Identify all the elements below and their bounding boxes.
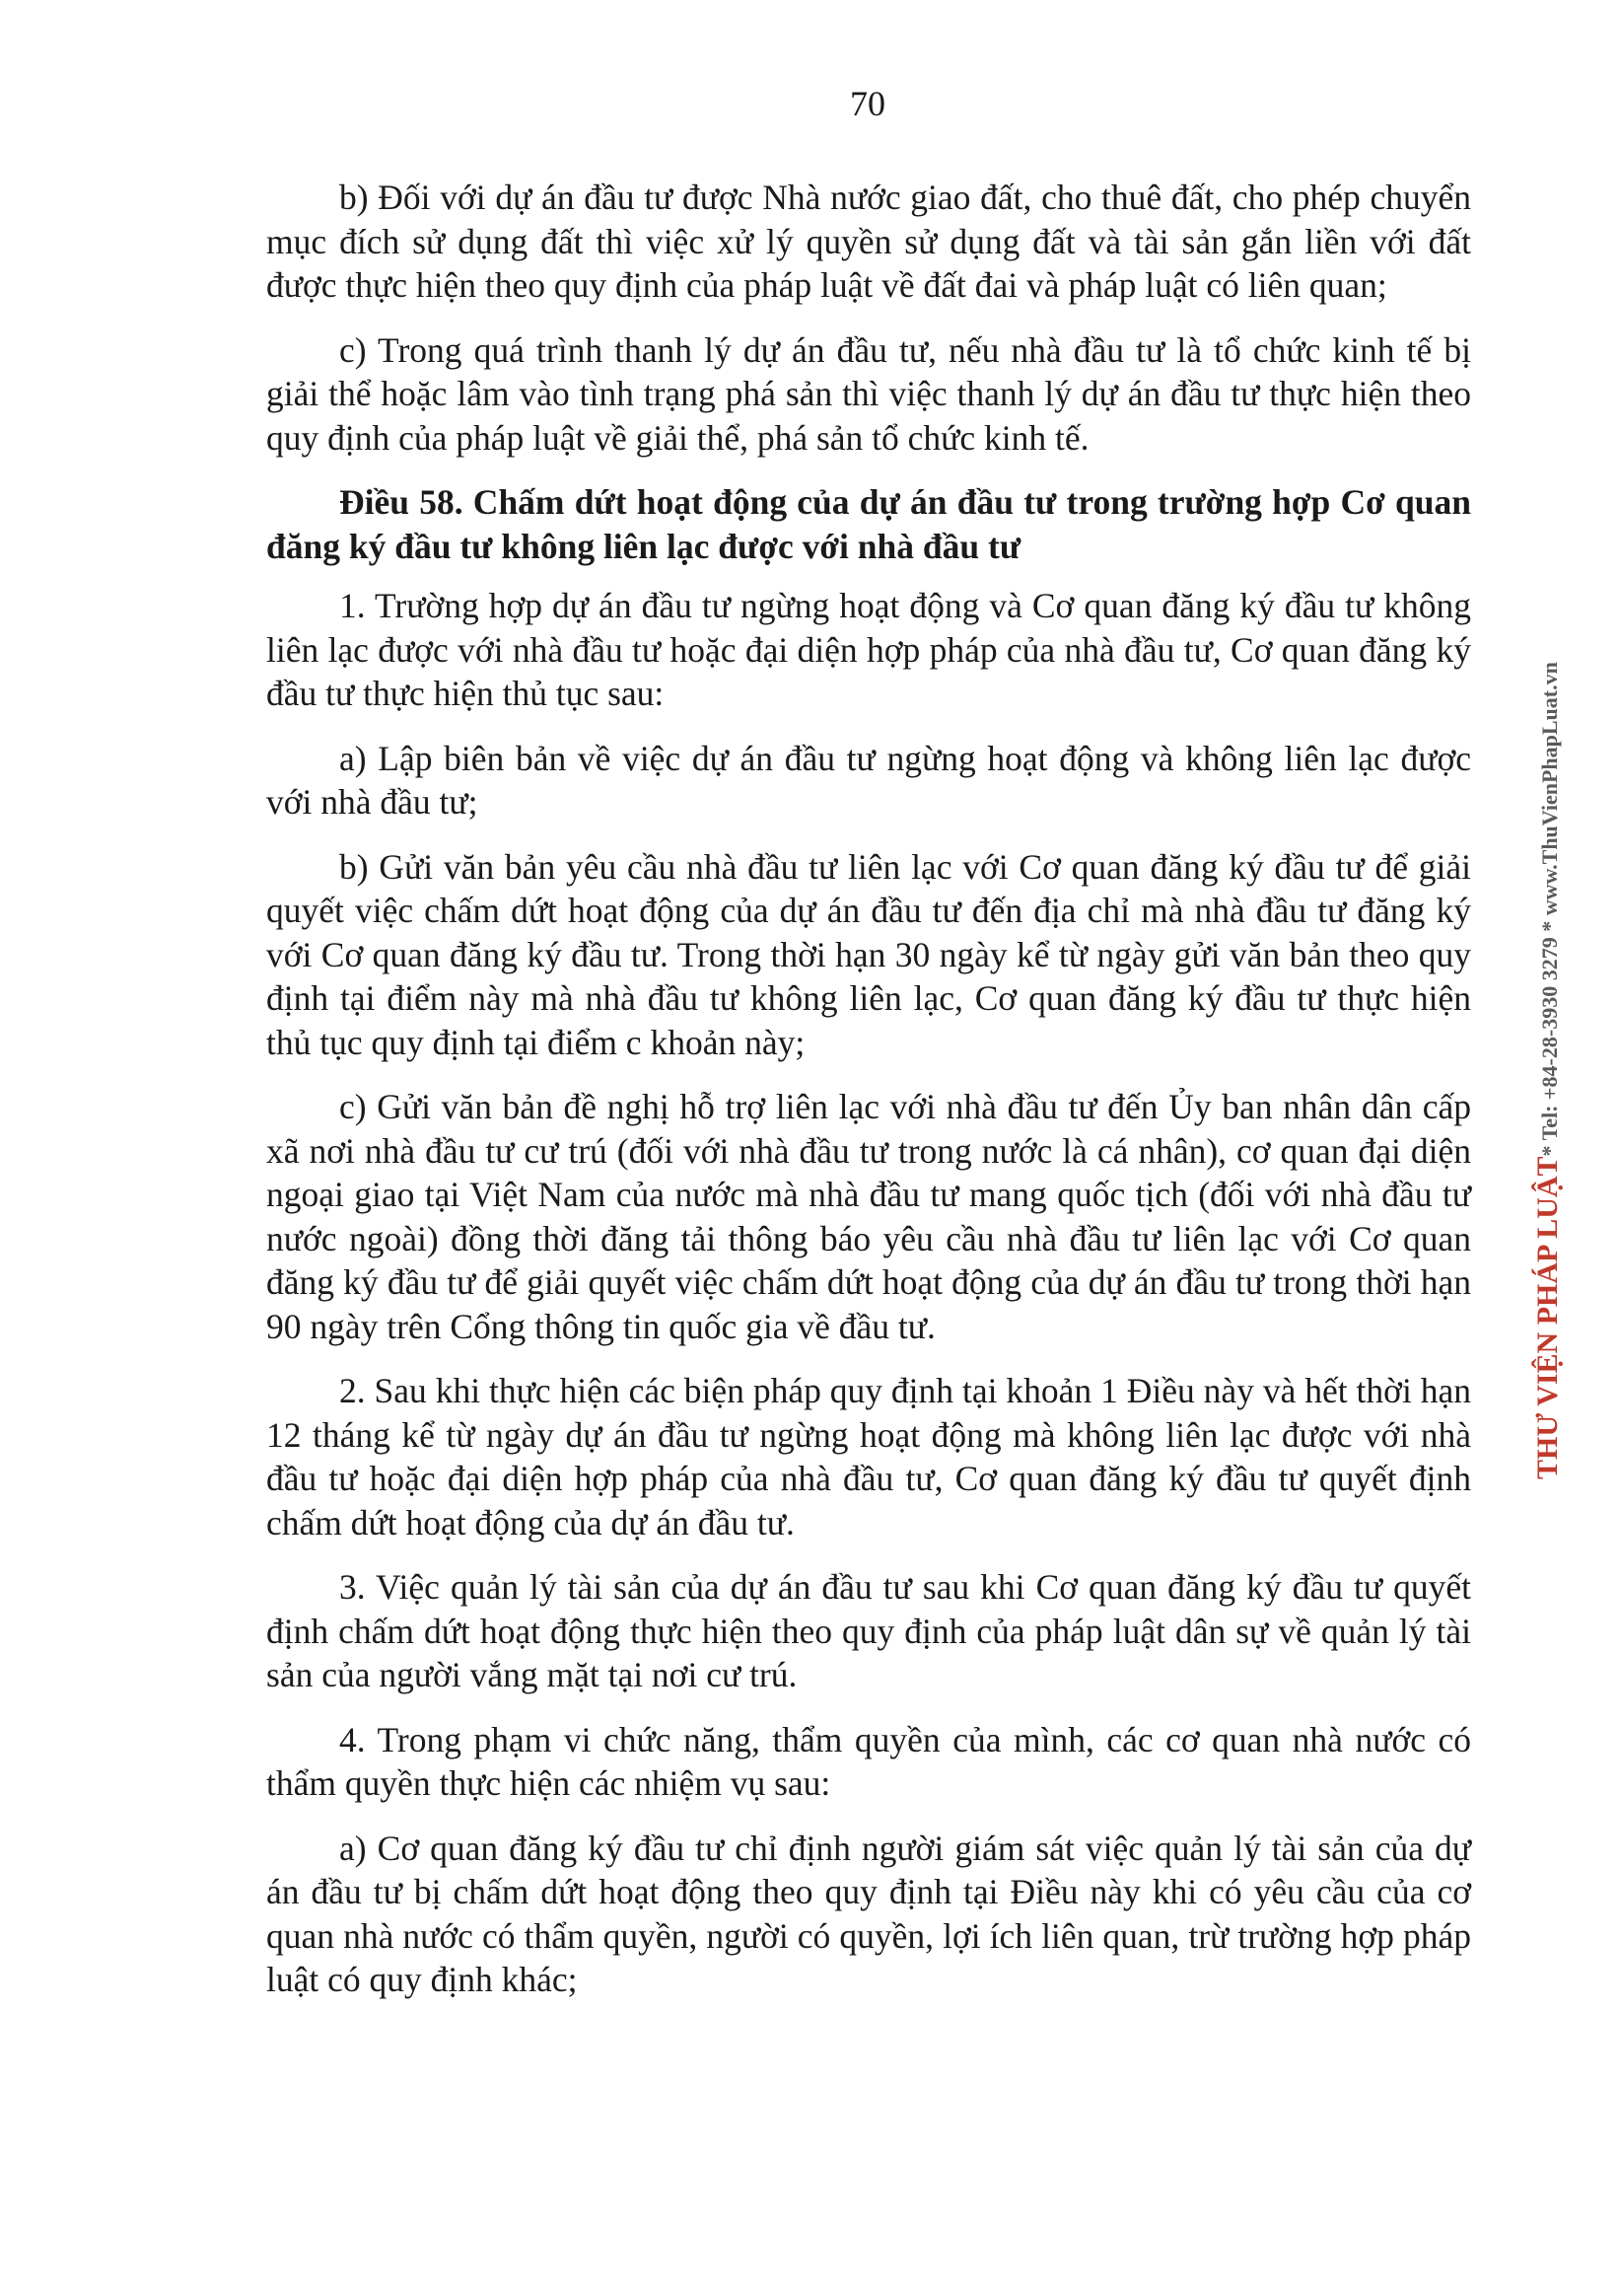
clause-3: 3. Việc quản lý tài sản của dự án đầu tư sau khi Cơ quan đăng ký đầu tư quyết định chấm dứt hoạt động thực hiện theo quy định của pháp luật dân sự về quản lý tài sản của người vắng mặt tại nơi cư trú. [266, 1567, 1471, 1694]
clause-1-point-b: b) Gửi văn bản yêu cầu nhà đầu tư liên lạc với Cơ quan đăng ký đầu tư để giải quyết việc chấm dứt hoạt động của dự án đầu tư đến địa chỉ mà nhà đầu tư đăng ký với Cơ quan đăng ký đầu tư. Trong thời hạn 30 ngày kể từ ngày gửi văn bản theo quy định tại điểm này mà nhà đầu tư không liên lạc, Cơ quan đăng ký đầu tư thực hiện thủ tục quy định tại điểm c khoản này; [266, 846, 1471, 1062]
clause-1-point-a: a) Lập biên bản về việc dự án đầu tư ngừng hoạt động và không liên lạc được với nhà đầu tư; [266, 738, 1471, 822]
clause-4-point-a: a) Cơ quan đăng ký đầu tư chỉ định người giám sát việc quản lý tài sản của dự án đầu tư bị chấm dứt hoạt động theo quy định tại Điều này khi có yêu cầu của cơ quan nhà nước có thẩm quyền, người có quyền, lợi ích liên quan, trừ trường hợp pháp luật có quy định khác; [266, 1828, 1471, 1999]
clause-1: 1. Trường hợp dự án đầu tư ngừng hoạt động và Cơ quan đăng ký đầu tư không liên lạc được với nhà đầu tư hoặc đại diện hợp pháp của nhà đầu tư, Cơ quan đăng ký đầu tư thực hiện thủ tục sau: [266, 586, 1471, 713]
paragraph-c-liquidation: c) Trong quá trình thanh lý dự án đầu tư, nếu nhà đầu tư là tổ chức kinh tế bị giải thể hoặc lâm vào tình trạng phá sản thì việc thanh lý dự án đầu tư thực hiện theo quy định của pháp luật về giải thể, phá sản tổ chức kinh tế. [266, 329, 1471, 458]
clause-2: 2. Sau khi thực hiện các biện pháp quy định tại khoản 1 Điều này và hết thời hạn 12 tháng kể từ ngày dự án đầu tư ngừng hoạt động mà không liên lạc được với nhà đầu tư hoặc đại diện hợp pháp của nhà đầu tư, Cơ quan đăng ký đầu tư quyết định chấm dứt hoạt động của dự án đầu tư. [266, 1371, 1471, 1543]
clause-1-point-c: c) Gửi văn bản đề nghị hỗ trợ liên lạc với nhà đầu tư đến Ủy ban nhân dân cấp xã nơi nhà đầu tư cư trú (đối với nhà đầu tư trong nước là cá nhân), cơ quan đại diện ngoại giao tại Việt Nam của nước mà nhà đầu tư mang quốc tịch (đối với nhà đầu tư nước ngoài) đồng thời đăng tải thông báo yêu cầu nhà đầu tư liên lạc với Cơ quan đăng ký đầu tư để giải quyết việc chấm dứt hoạt động của dự án đầu tư trong thời hạn 90 ngày trên Cổng thông tin quốc gia về đầu tư. [266, 1087, 1471, 1346]
document-body [266, 176, 1471, 2023]
clause-4: 4. Trong phạm vi chức năng, thẩm quyền của mình, các cơ quan nhà nước có thẩm quyền thực hiện các nhiệm vụ sau: [266, 1719, 1471, 1803]
article-58-heading: Điều 58. Chấm dứt hoạt động của dự án đầu tư trong trường hợp Cơ quan đăng ký đầu tư không liên lạc được với nhà đầu tư [266, 482, 1471, 566]
watermark-contact: * Tel: +84-28-3930 3279 * www.ThuVienPhapLuat.vn [1537, 662, 1562, 1157]
page-number: 70 [850, 84, 885, 123]
paragraph-b-land: b) Đối với dự án đầu tư được Nhà nước giao đất, cho thuê đất, cho phép chuyển mục đích sử dụng đất thì việc xử lý quyền sử dụng đất và tài sản gắn liền với đất được thực hiện theo quy định của pháp luật về đất đai và pháp luật có liên quan; [266, 178, 1471, 305]
watermark-brand: THƯ VIỆN PHÁP LUẬT [1531, 1156, 1564, 1479]
